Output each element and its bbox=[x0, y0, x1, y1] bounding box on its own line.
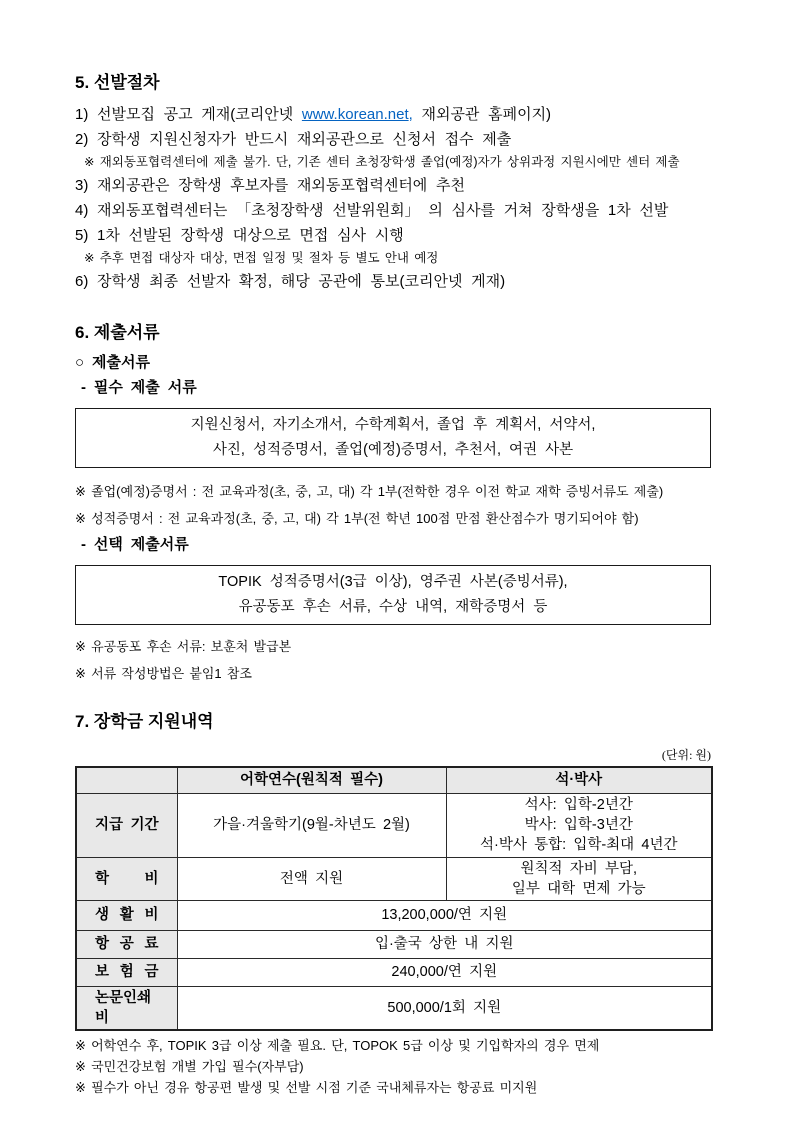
selection-procedure-list bbox=[75, 102, 715, 294]
cell-thesis-printing-value: 500,000/1회 지원 bbox=[177, 986, 712, 1030]
table-note-2: ※ 국민건강보험 개별 가입 필수(자부담) bbox=[75, 1058, 304, 1074]
cell-tuition-language: 전액 지원 bbox=[177, 857, 446, 900]
row-label-payment-period: 지급 기간 bbox=[76, 793, 177, 857]
section-6-title: 6. 제출서류 bbox=[75, 323, 160, 342]
doc-note-3: ※ 유공동포 후손 서류: 보훈처 발급본 bbox=[75, 639, 292, 654]
procedure-item-2: 2) 장학생 지원신청자가 반드시 재외공관으로 신청서 접수 제출 bbox=[75, 131, 512, 148]
row-label-insurance: 보 험 금 bbox=[76, 958, 177, 986]
doc-note-1: ※ 졸업(예정)증명서 : 전 교육과정(초, 중, 고, 대) 각 1부(전학한 경우 이전 학교 재학 증빙서류도 제출) bbox=[75, 484, 664, 499]
header-cell-language-course: 어학연수(원칙적 필수) bbox=[177, 767, 446, 793]
procedure-item-1-suffix: 재외공관 홈페이지) bbox=[412, 106, 552, 123]
cell-period-degree bbox=[446, 793, 712, 857]
document-content bbox=[75, 72, 715, 1098]
cell-insurance-value: 240,000/연 지원 bbox=[177, 958, 712, 986]
cell-period-degree-line-3: 석·박사 통합: 입학-최대 4년간 bbox=[480, 837, 678, 853]
required-docs-box bbox=[75, 408, 711, 468]
link-comma: , bbox=[408, 106, 413, 123]
section-5-title: 5. 선발절차 bbox=[75, 73, 160, 92]
cell-tuition-degree bbox=[446, 857, 712, 900]
header-cell-masters-doctoral: 석·박사 bbox=[446, 767, 712, 793]
table-row-insurance bbox=[76, 958, 712, 986]
section-7-title: 7. 장학금 지원내역 bbox=[75, 712, 214, 731]
table-note-3: ※ 필수가 아닌 경유 항공편 발생 및 선발 시점 기준 국내체류자는 항공료 미지원 bbox=[75, 1079, 538, 1095]
required-docs-label: - 필수 제출 서류 bbox=[81, 379, 197, 396]
procedure-note-after-5: ※ 추후 면접 대상자 대상, 면접 일정 및 절차 등 별도 안내 예정 bbox=[84, 251, 439, 265]
cell-tuition-degree-line-2: 일부 대학 면제 가능 bbox=[511, 880, 646, 897]
procedure-item-3: 3) 재외공관은 장학생 후보자를 재외동포협력센터에 추천 bbox=[75, 177, 465, 194]
row-label-thesis-printing: 논문인쇄비 bbox=[76, 986, 177, 1030]
optional-docs-line-1: TOPIK 성적증명서(3급 이상), 영주권 사본(증빙서류), bbox=[218, 574, 568, 590]
table-header-row bbox=[76, 767, 712, 793]
table-row-airfare bbox=[76, 930, 712, 958]
optional-docs-label: - 선택 제출서류 bbox=[81, 536, 189, 553]
optional-docs-box bbox=[75, 565, 711, 625]
doc-note-4: ※ 서류 작성방법은 붙임1 참조 bbox=[75, 666, 252, 681]
cell-period-degree-line-1: 석사: 입학-2년간 bbox=[524, 797, 633, 813]
cell-period-degree-line-2: 박사: 입학-3년간 bbox=[524, 817, 633, 833]
row-label-tuition: 학 비 bbox=[76, 857, 177, 900]
procedure-note-after-2: ※ 재외동포협력센터에 제출 불가. 단, 기존 센터 초청장학생 졸업(예정)자가 상위과정 지원시에만 센터 제출 bbox=[84, 155, 680, 169]
procedure-item-5: 5) 1차 선발된 장학생 대상으로 면접 심사 시행 bbox=[75, 227, 404, 244]
korean-net-link[interactable]: www.korean.net bbox=[301, 106, 409, 123]
table-row-living-expenses bbox=[76, 900, 712, 930]
docs-subtitle: ○ 제출서류 bbox=[75, 354, 150, 371]
row-label-airfare: 항 공 료 bbox=[76, 930, 177, 958]
cell-tuition-degree-line-1: 원칙적 자비 부담, bbox=[520, 860, 637, 877]
procedure-item-6: 6) 장학생 최종 선발자 확정, 해당 공관에 통보(코리안넷 게재) bbox=[75, 273, 506, 290]
procedure-item-4: 4) 재외동포협력센터는 「초청장학생 선발위원회」 의 심사를 거쳐 장학생을 1차 선발 bbox=[75, 202, 669, 219]
cell-airfare-value: 입·출국 상한 내 지원 bbox=[177, 930, 712, 958]
doc-note-2: ※ 성적증명서 : 전 교육과정(초, 중, 고, 대) 각 1부(전 학년 100점 만점 환산점수가 명기되어야 함) bbox=[75, 511, 639, 526]
cell-living-expenses-value: 13,200,000/연 지원 bbox=[177, 900, 712, 930]
table-row-tuition bbox=[76, 857, 712, 900]
procedure-item-1-prefix: 1) 선발모집 공고 게재(코리안넷 bbox=[75, 106, 302, 123]
procedure-item-1 bbox=[75, 102, 715, 127]
table-note-1: ※ 어학연수 후, TOPIK 3급 이상 제출 필요. 단, TOPOK 5급 이상 및 기입학자의 경우 면제 bbox=[75, 1037, 600, 1053]
unit-note: (단위: 원) bbox=[661, 748, 711, 762]
required-docs-line-1: 지원신청서, 자기소개서, 수학계획서, 졸업 후 계획서, 서약서, bbox=[190, 417, 596, 433]
optional-docs-line-2: 유공동포 후손 서류, 수상 내역, 재학증명서 등 bbox=[238, 599, 548, 615]
cell-period-language: 가을·겨울학기(9월-차년도 2월) bbox=[177, 793, 446, 857]
header-cell-blank bbox=[76, 767, 177, 793]
table-row-thesis-printing bbox=[76, 986, 712, 1030]
row-label-living-expenses: 생 활 비 bbox=[76, 900, 177, 930]
scholarship-table bbox=[75, 766, 713, 1031]
table-row-payment-period bbox=[76, 793, 712, 857]
required-docs-line-2: 사진, 성적증명서, 졸업(예정)증명서, 추천서, 여권 사본 bbox=[212, 442, 574, 458]
